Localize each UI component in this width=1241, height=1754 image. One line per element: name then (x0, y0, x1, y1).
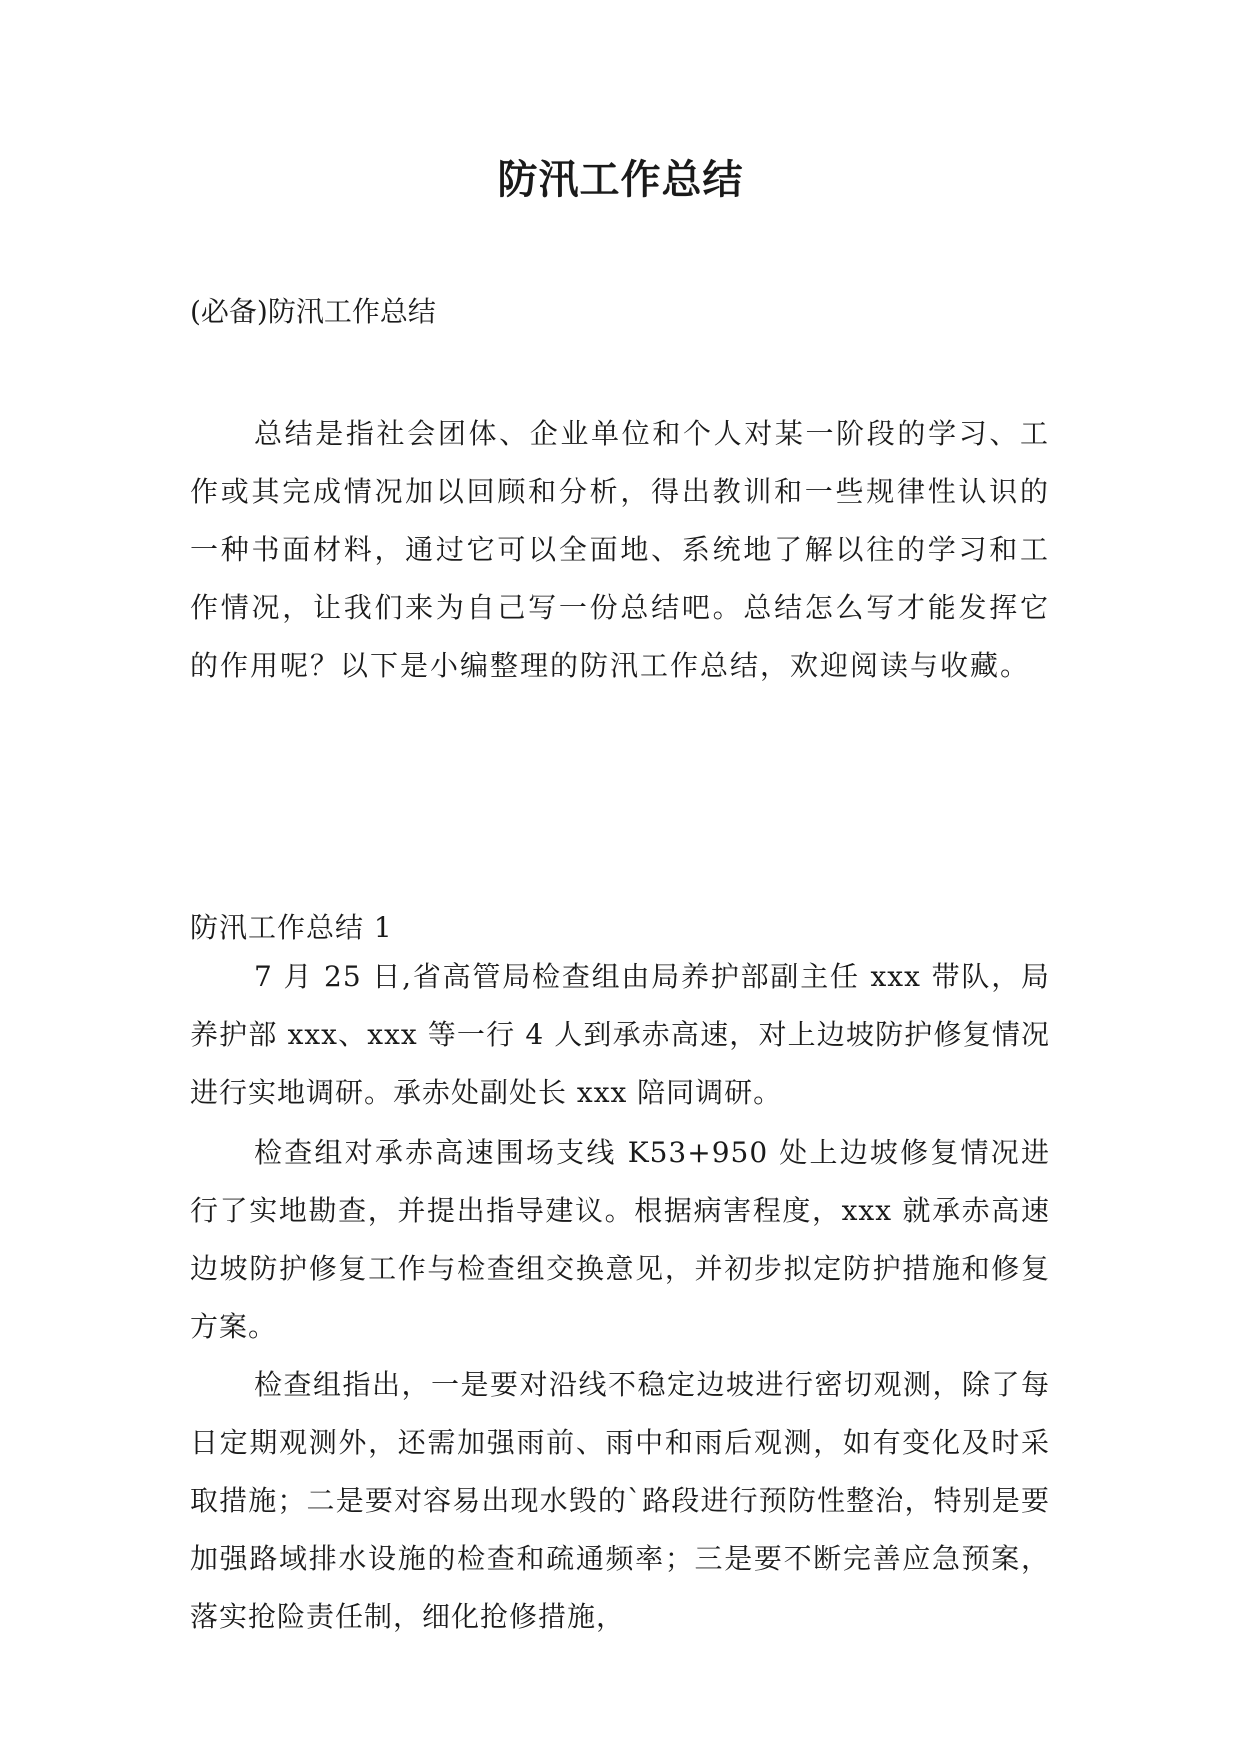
body-paragraph-3: 检查组指出，一是要对沿线不稳定边坡进行密切观测，除了每日定期观测外，还需加强雨前、雨中和雨后观测，如有变化及时采取措施；二是要对容易出现水毁的`路段进行预防性整治，特别是要加强路域排水设施的检查和疏通频率；三是要不断完善应急预案，落实抢险责任制，细化抢修措施， (190, 1368, 1050, 1633)
body-paragraph-1: 7 月 25 日,省高管局检查组由局养护部副主任 xxx 带队，局养护部 xxx、xxx 等一行 4 人到承赤高速，对上边坡防护修复情况进行实地调研。承赤处副处长 xxx 陪同调研。 (190, 960, 1050, 1109)
document-subtitle: (必备)防汛工作总结 (190, 295, 436, 328)
body-paragraph-2: 检查组对承赤高速围场支线 K53+950 处上边坡修复情况进行了实地勘查，并提出指导建议。根据病害程度，xxx 就承赤高速边坡防护修复工作与检查组交换意见，并初步拟定防护措施和修复方案。 (190, 1136, 1050, 1343)
intro-paragraph: 总结是指社会团体、企业单位和个人对某一阶段的学习、工作或其完成情况加以回顾和分析，得出教训和一些规律性认识的一种书面材料，通过它可以全面地、系统地了解以往的学习和工作情况，让我们来为自己写一份总结吧。总结怎么写才能发挥它的作用呢？以下是小编整理的防汛工作总结，欢迎阅读与收藏。 (190, 417, 1050, 682)
document-title: 防汛工作总结 (497, 157, 744, 203)
section-heading: 防汛工作总结 1 (190, 911, 393, 944)
